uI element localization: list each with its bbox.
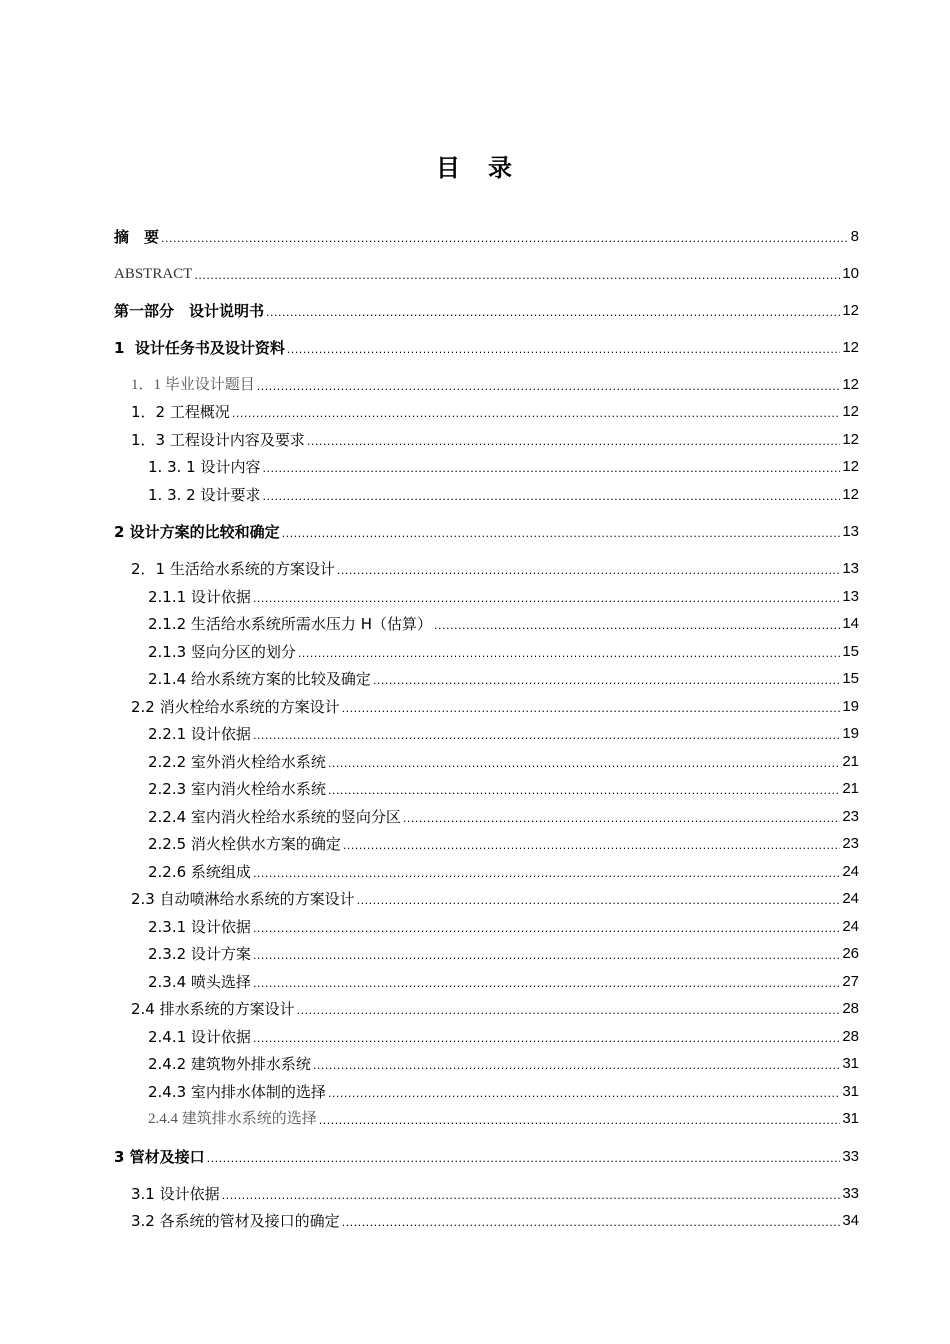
toc-entry-page: 13	[842, 523, 859, 540]
toc-leader	[357, 894, 841, 908]
toc-entry-title: 2.2.5 消火栓供水方案的确定	[148, 835, 341, 853]
toc-entry-page: 24	[842, 918, 859, 935]
toc-leader	[343, 839, 840, 853]
toc-entry[interactable]	[148, 778, 859, 798]
toc-entry-title: 2.1.1 设计依据	[148, 588, 251, 606]
toc-leader	[337, 564, 840, 578]
toc-entry-title: 2.3 自动喷淋给水系统的方案设计	[131, 890, 355, 908]
toc-leader	[298, 647, 840, 661]
toc-entry-page: 27	[842, 973, 859, 990]
toc-entry[interactable]	[114, 226, 859, 246]
toc-leader	[207, 1152, 841, 1166]
toc-entry-title: 2.4.3 室内排水体制的选择	[148, 1083, 326, 1101]
toc-leader	[328, 757, 840, 771]
toc-entry[interactable]	[131, 998, 859, 1018]
toc-leader	[282, 527, 841, 541]
toc-entry-title: 1．2 工程概况	[131, 403, 230, 421]
toc-entry-page: 12	[842, 339, 859, 356]
toc-entry-title: 2.1.3 竖向分区的划分	[148, 643, 296, 661]
toc-leader	[342, 1216, 841, 1230]
toc-entry-title: 1．3 工程设计内容及要求	[131, 431, 305, 449]
toc-entry-page: 12	[842, 431, 859, 448]
toc-entry-title: 3 管材及接口	[114, 1148, 205, 1166]
toc-entry-title: 2．1 生活给水系统的方案设计	[131, 560, 335, 578]
toc-entry[interactable]	[148, 456, 859, 476]
toc-entry[interactable]	[148, 586, 859, 606]
toc-leader	[161, 232, 849, 246]
toc-entry-page: 31	[842, 1055, 859, 1072]
toc-entry[interactable]	[131, 374, 859, 394]
toc-leader	[313, 1059, 840, 1073]
toc-entry-page: 12	[842, 403, 859, 420]
toc-entry[interactable]	[148, 484, 859, 504]
toc-entry[interactable]	[114, 521, 859, 541]
toc-entry-title: 2.4 排水系统的方案设计	[131, 1000, 295, 1018]
toc-entry-title: 1 设计任务书及设计资料	[114, 339, 285, 357]
toc-entry[interactable]	[148, 1053, 859, 1073]
toc-leader	[222, 1189, 841, 1203]
toc-entry-page: 12	[842, 486, 859, 503]
toc-leader	[253, 867, 840, 881]
toc-entry[interactable]	[148, 1026, 859, 1046]
toc-leader	[297, 1004, 841, 1018]
toc-entry-title: 2.2.3 室内消火栓给水系统	[148, 780, 326, 798]
toc-entry-title: 2.2.4 室内消火栓给水系统的竖向分区	[148, 808, 401, 826]
toc-entry-title: 2.2 消火栓给水系统的方案设计	[131, 698, 340, 716]
toc-entry-page: 24	[842, 890, 859, 907]
toc-entry[interactable]	[148, 613, 859, 633]
toc-entry-title: 2.2.1 设计依据	[148, 725, 251, 743]
toc-entry-title: 摘 要	[114, 228, 160, 246]
toc-entry-title: 2.2.2 室外消火栓给水系统	[148, 753, 326, 771]
toc-entry-title: 1. 3. 1 设计内容	[148, 458, 261, 476]
toc-entry-title: 1. 3. 2 设计要求	[148, 486, 261, 504]
toc-leader	[232, 407, 840, 421]
toc-entry-page: 14	[842, 615, 859, 632]
toc-entry-title: 2.3.2 设计方案	[148, 945, 251, 963]
toc-entry-title: 2.4.4 建筑排水系统的选择	[148, 1111, 317, 1127]
toc-entry-page: 19	[842, 698, 859, 715]
toc-entry-page: 12	[842, 376, 859, 393]
toc-entry-page: 24	[842, 863, 859, 880]
toc-entry[interactable]	[131, 401, 859, 421]
toc-entry-title: 3.2 各系统的管材及接口的确定	[131, 1212, 340, 1230]
toc-entry-page: 28	[842, 1000, 859, 1017]
toc-leader	[253, 729, 840, 743]
toc-entry[interactable]	[148, 861, 859, 881]
toc-leader	[342, 702, 841, 716]
page-title: 目 录	[436, 154, 514, 182]
toc-entry-page: 13	[842, 588, 859, 605]
toc-entry-page: 13	[842, 560, 859, 577]
toc-entry[interactable]	[114, 263, 859, 283]
toc-entry[interactable]	[148, 1108, 859, 1128]
toc-entry[interactable]	[148, 751, 859, 771]
toc-entry[interactable]	[131, 696, 859, 716]
toc-leader	[328, 784, 840, 798]
toc-entry-title: 2.4.1 设计依据	[148, 1028, 251, 1046]
toc-entry-page: 10	[842, 265, 859, 282]
toc-entry-page: 12	[842, 458, 859, 475]
toc-leader	[253, 592, 840, 606]
toc-leader	[319, 1114, 841, 1128]
toc-leader	[253, 977, 840, 991]
toc-entry[interactable]	[131, 1210, 859, 1230]
toc-entry-page: 15	[842, 670, 859, 687]
toc-entry-page: 28	[842, 1028, 859, 1045]
toc-entry[interactable]	[131, 429, 859, 449]
toc-leader	[328, 1087, 840, 1101]
toc-entry-title: 2.2.6 系统组成	[148, 863, 251, 881]
toc-entry[interactable]	[148, 943, 859, 963]
toc-entry-page: 8	[850, 228, 859, 245]
toc-entry[interactable]	[148, 1081, 859, 1101]
toc-entry[interactable]	[148, 668, 859, 688]
toc-entry[interactable]	[148, 806, 859, 826]
toc-leader	[194, 269, 840, 283]
toc-entry[interactable]	[114, 300, 859, 320]
toc-entry[interactable]	[148, 916, 859, 936]
toc-entry-title: 2.1.2 生活给水系统所需水压力 H（估算）	[148, 615, 432, 633]
toc-entry-page: 33	[842, 1148, 859, 1165]
toc-entry-page: 12	[842, 302, 859, 319]
toc-entry-title: 2.3.1 设计依据	[148, 918, 251, 936]
toc-leader	[434, 619, 840, 633]
toc-entry[interactable]	[148, 971, 859, 991]
toc-entry[interactable]	[148, 641, 859, 661]
toc-entry-title: 3.1 设计依据	[131, 1185, 220, 1203]
toc-entry-page: 21	[842, 753, 859, 770]
toc-entry-page: 26	[842, 945, 859, 962]
toc-entry-page: 31	[842, 1083, 859, 1100]
toc-entry[interactable]	[131, 558, 859, 578]
toc-entry[interactable]	[148, 723, 859, 743]
toc-entry-page: 21	[842, 780, 859, 797]
toc-leader	[266, 306, 840, 320]
toc-entry-title: 2.4.2 建筑物外排水系统	[148, 1055, 311, 1073]
toc-leader	[262, 462, 840, 476]
toc-leader	[253, 922, 840, 936]
toc-leader	[373, 674, 840, 688]
toc-leader	[307, 435, 840, 449]
toc-entry-page: 31	[842, 1110, 859, 1127]
toc-entry-page: 33	[842, 1185, 859, 1202]
toc-entry-title: 第一部分 设计说明书	[114, 302, 265, 320]
toc-entry-title: ABSTRACT	[114, 266, 193, 282]
toc-entry-page: 34	[842, 1212, 859, 1229]
toc-entry-page: 19	[842, 725, 859, 742]
toc-leader	[257, 380, 841, 394]
toc-entry[interactable]	[131, 1183, 859, 1203]
toc-entry-title: 2 设计方案的比较和确定	[114, 523, 280, 541]
toc-entry-title: 2.3.4 喷头选择	[148, 973, 251, 991]
toc-leader	[287, 343, 840, 357]
toc-entry[interactable]	[114, 1146, 859, 1166]
toc-entry-page: 23	[842, 808, 859, 825]
toc-leader	[403, 812, 840, 826]
toc-entry-page: 15	[842, 643, 859, 660]
toc-entry[interactable]	[114, 337, 859, 357]
toc-entry[interactable]	[148, 833, 859, 853]
toc-leader	[253, 949, 840, 963]
toc-leader	[262, 490, 840, 504]
toc-entry[interactable]	[131, 888, 859, 908]
toc-entry-title: 1．1 毕业设计题目	[131, 377, 255, 393]
toc-entry-title: 2.1.4 给水系统方案的比较及确定	[148, 670, 371, 688]
toc-leader	[253, 1032, 840, 1046]
toc-entry-page: 23	[842, 835, 859, 852]
